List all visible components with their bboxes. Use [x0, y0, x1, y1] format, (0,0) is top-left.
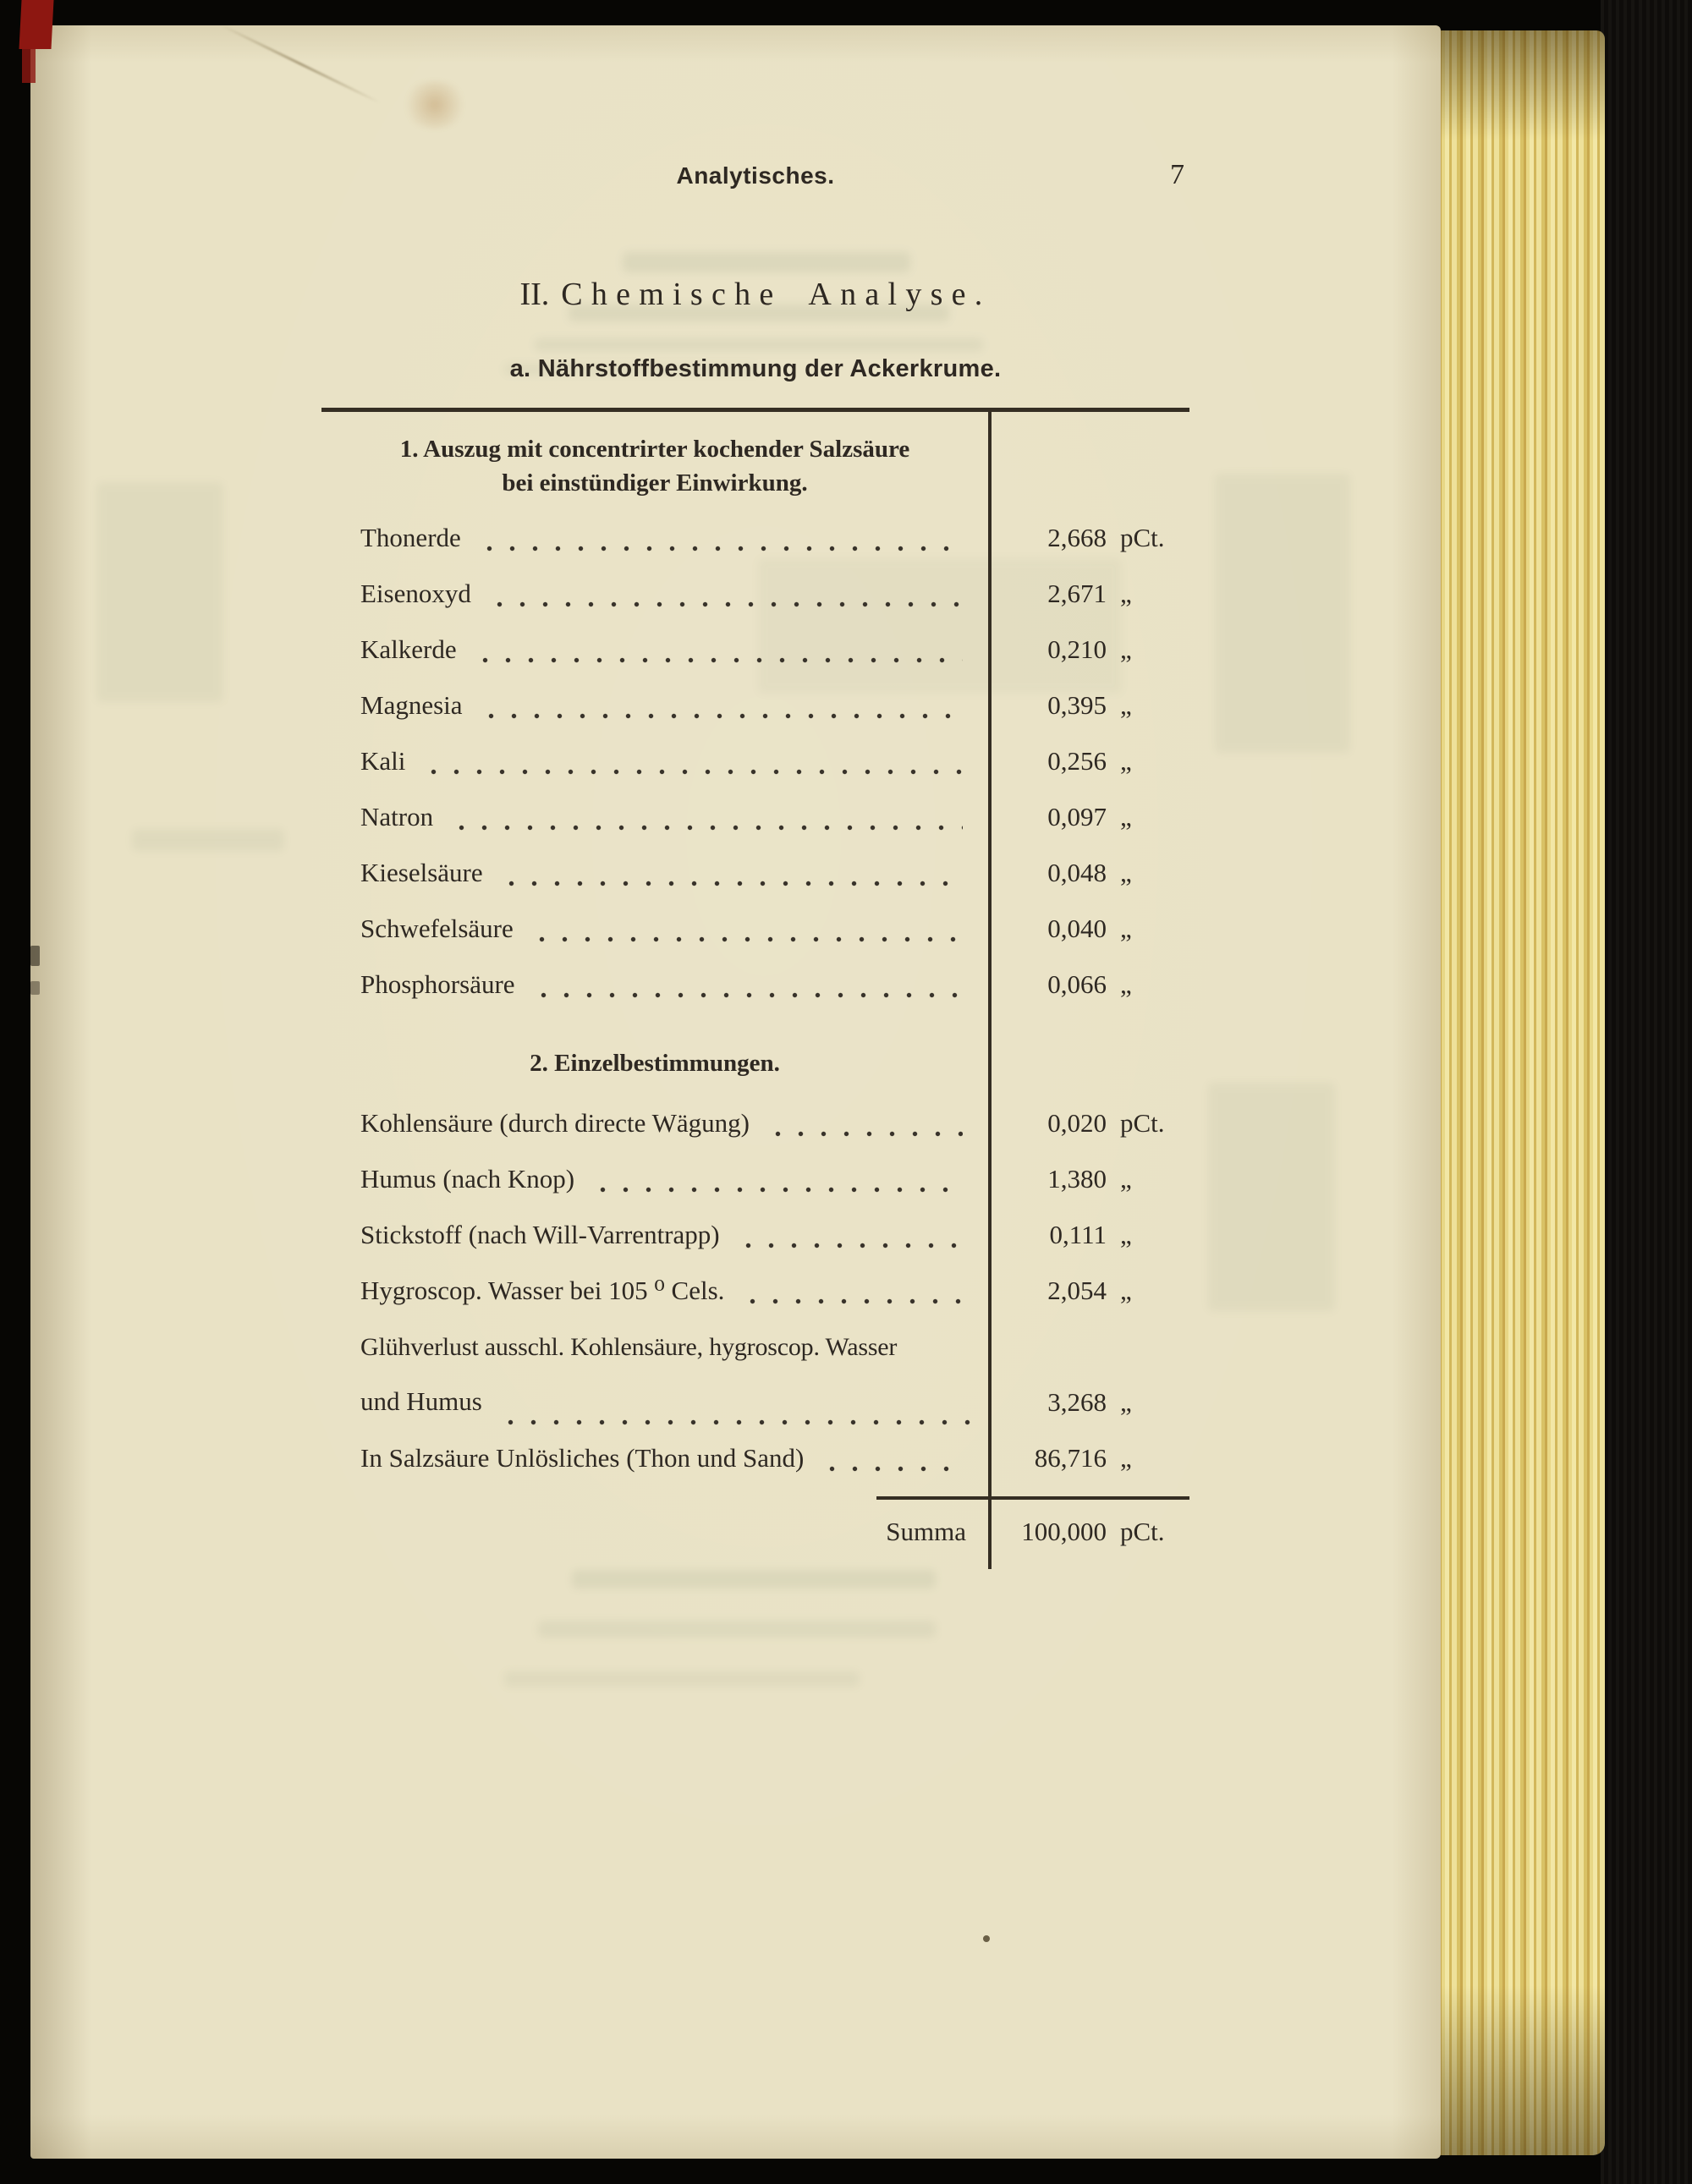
row-label: Kali: [360, 746, 406, 776]
row-unit: „: [1120, 802, 1132, 831]
row-unit: „: [1120, 579, 1132, 608]
row-value: 2,054: [1047, 1276, 1107, 1305]
row-value: 86,716: [1034, 1443, 1107, 1473]
summa-row: [321, 1500, 1189, 1564]
row-value: 2,668: [1047, 523, 1107, 552]
row-unit: „: [1120, 969, 1132, 999]
row-value: 0,040: [1047, 914, 1107, 943]
dot-leader: [495, 858, 963, 888]
row-label: Eisenoxyd: [360, 579, 471, 608]
row-unit: „: [1120, 858, 1132, 887]
row-label: Thonerde: [360, 523, 461, 552]
row-unit: „: [1120, 1164, 1132, 1194]
section1-heading-line2: bei einstündiger Einwirkung.: [502, 469, 808, 497]
row-label: Schwefelsäure: [360, 914, 514, 943]
row-label: Natron: [360, 802, 434, 831]
row-label-line1: Glühverlust ausschl. Kohlensäure, hygroscop. Wasser: [360, 1333, 898, 1361]
bleed-through-artifact: [504, 1671, 860, 1687]
book-cover: [1601, 0, 1692, 2184]
row-unit: „: [1120, 746, 1132, 776]
row-label: Hygroscop. Wasser bei 105 ⁰ Cels.: [360, 1276, 725, 1305]
row-unit: „: [1120, 914, 1132, 943]
bleed-through-artifact: [623, 252, 910, 272]
table-section1-heading: [321, 432, 988, 500]
table-row: [321, 1263, 1189, 1319]
row-unit: „: [1120, 1387, 1132, 1417]
dot-leader: [527, 969, 963, 1000]
paper-crease: [220, 24, 381, 104]
row-label: In Salzsäure Unlösliches (Thon und Sand): [360, 1443, 805, 1473]
row-unit: pCt.: [1120, 523, 1165, 552]
binding-notch: [30, 981, 40, 995]
row-unit: „: [1120, 1443, 1132, 1473]
row-label: Magnesia: [360, 690, 463, 720]
row-label: Phosphorsäure: [360, 969, 515, 999]
row-label-line2: und Humus: [360, 1386, 482, 1416]
table-row: [321, 1207, 1189, 1263]
table-row: [321, 1095, 1189, 1151]
dot-leader: [494, 1375, 975, 1429]
row-value: 2,671: [1047, 579, 1107, 608]
dot-leader: [473, 523, 963, 553]
row-unit: „: [1120, 1220, 1132, 1249]
table-row: [321, 733, 1189, 789]
paper-stain: [401, 81, 469, 129]
dot-leader: [736, 1276, 963, 1306]
summa-label: Summa: [886, 1517, 966, 1546]
row-value: 1,380: [1047, 1164, 1107, 1194]
section-subtitle: a. Nährstoffbestimmung der Ackerkrume.: [509, 355, 1002, 382]
page-number: 7: [1170, 159, 1184, 190]
row-value: 0,097: [1047, 802, 1107, 831]
red-spine-mark: [19, 0, 53, 49]
row-unit: „: [1120, 690, 1132, 720]
dot-leader: [469, 634, 963, 665]
table-row: [321, 1430, 1189, 1486]
table-row: [321, 901, 1189, 957]
dot-leader: [525, 914, 963, 944]
red-spine-mark: [22, 49, 36, 83]
table-row: [321, 1151, 1189, 1207]
page-header: [321, 159, 1189, 200]
bleed-through-artifact: [96, 482, 223, 702]
bleed-through-artifact: [572, 1570, 936, 1589]
bleed-through-artifact: [538, 1621, 936, 1638]
row-value: 0,111: [1049, 1220, 1107, 1249]
section1-heading-line1: 1. Auszug mit concentrirter kochender Salzsäure: [399, 436, 910, 463]
table-row: [321, 845, 1189, 901]
chapter-title: [321, 276, 1189, 313]
table-row: [321, 957, 1189, 1012]
dot-leader: [761, 1108, 963, 1139]
chapter-title-text: Chemische Analyse.: [561, 277, 992, 312]
book-page: [30, 25, 1441, 2159]
row-unit: „: [1120, 1276, 1132, 1305]
dot-leader: [475, 690, 963, 721]
table-row: [321, 789, 1189, 845]
summa-value: 100,000: [1021, 1517, 1107, 1546]
table-row: [321, 1319, 1189, 1430]
row-value: 0,066: [1047, 969, 1107, 999]
running-header: Analytisches.: [676, 162, 835, 189]
row-unit: „: [1120, 634, 1132, 664]
table-row: [321, 510, 1189, 566]
dot-leader: [816, 1443, 963, 1473]
bleed-through-artifact: [1215, 474, 1350, 753]
row-value: 0,395: [1047, 690, 1107, 720]
row-value: 0,020: [1047, 1108, 1107, 1138]
summa-unit: pCt.: [1120, 1517, 1165, 1546]
dot-leader: [732, 1220, 963, 1250]
paper-speck: [983, 1935, 990, 1942]
row-label: Stickstoff (nach Will-Varrentrapp): [360, 1220, 720, 1249]
row-unit: pCt.: [1120, 1108, 1165, 1138]
table-section2-heading: 2. Einzelbestimmungen.: [530, 1050, 780, 1077]
dot-leader: [417, 746, 963, 776]
row-label: Kohlensäure (durch directe Wägung): [360, 1108, 750, 1138]
table-row: [321, 566, 1189, 622]
binding-notch: [30, 946, 40, 966]
bleed-through-artifact: [132, 829, 284, 851]
dot-leader: [483, 579, 963, 609]
column-divider: [988, 412, 992, 1569]
dot-leader: [445, 802, 963, 832]
row-label: Kalkerde: [360, 634, 457, 664]
dot-leader: [586, 1164, 963, 1194]
table-row: [321, 678, 1189, 733]
row-label: Kieselsäure: [360, 858, 483, 887]
bleed-through-artifact: [1208, 1083, 1335, 1311]
row-value: 0,210: [1047, 634, 1107, 664]
analysis-table: [321, 408, 1189, 1564]
bleed-through-artifact: [535, 338, 983, 351]
row-value: 3,268: [1047, 1387, 1107, 1417]
chapter-numeral: II.: [519, 277, 550, 312]
table-row: [321, 622, 1189, 678]
row-value: 0,048: [1047, 858, 1107, 887]
row-label: Humus (nach Knop): [360, 1164, 575, 1194]
row-value: 0,256: [1047, 746, 1107, 776]
page-edge-stack: [1439, 30, 1605, 2155]
